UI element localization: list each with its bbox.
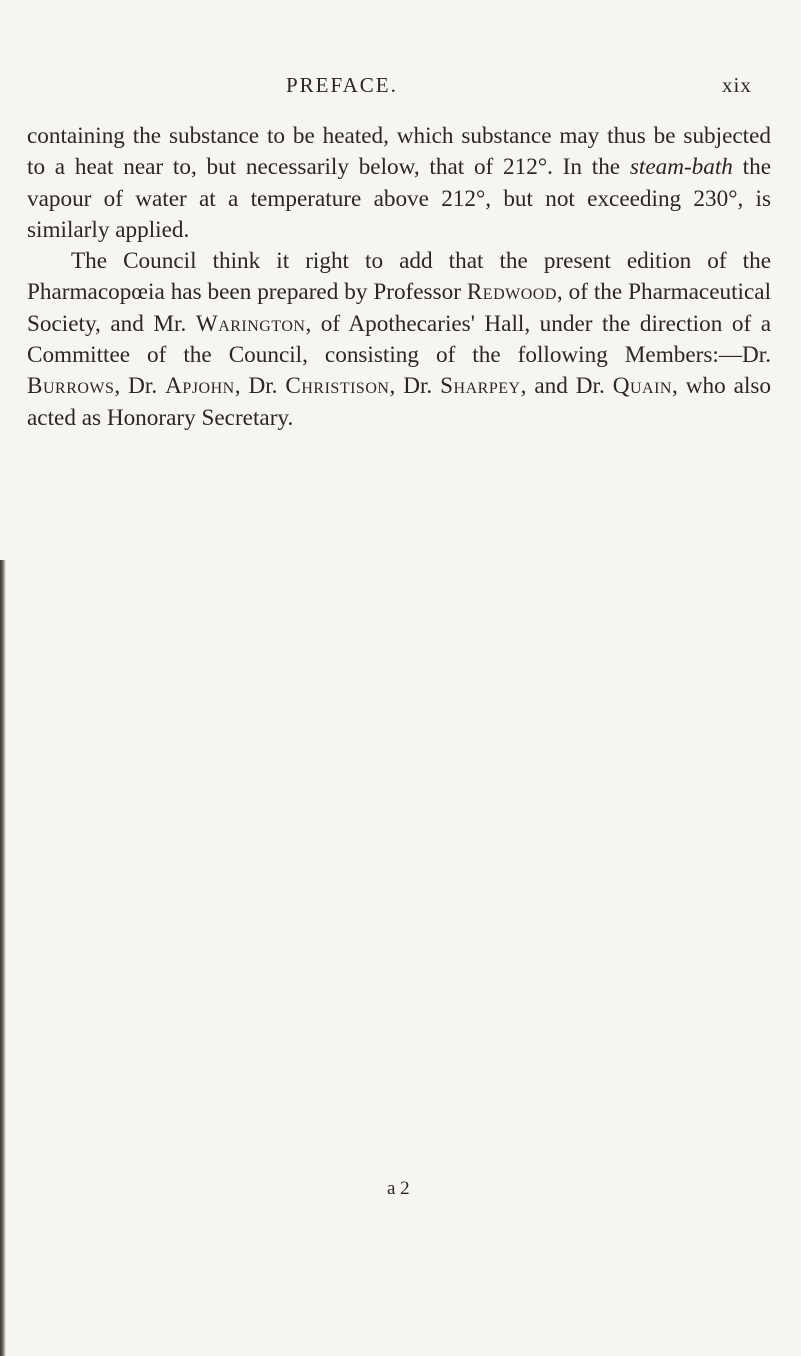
p2-text-8: , who also acted as Honorary Secretary. — [27, 373, 772, 431]
name-sharpey: Sharpey — [440, 373, 521, 400]
steam-bath-italic: steam-bath — [629, 154, 733, 181]
p2-text-1: The Council think it right to add that the present edition of the Pharmacopœia has been prepared by Professor — [27, 248, 771, 306]
name-redwood: Redwood — [466, 279, 557, 306]
running-head: PREFACE. — [286, 73, 398, 97]
p2-text-6: , Dr. — [389, 373, 441, 400]
signature-mark: a 2 — [387, 1178, 410, 1199]
p2-text-7: , and Dr. — [520, 373, 613, 400]
p2-text-2: , of the Pharmaceutical Society, and Mr. — [27, 279, 772, 337]
paragraph-1-text: containing the substance to be heated, which substance may thus be subjected to a heat near to, but necessarily below, that of 212°. In the steam-bath the vapour of water at a temperature above 212°, but not exceeding 230°, is similarly applied. — [27, 123, 772, 243]
p2-text-4: , Dr. — [114, 373, 166, 400]
page-number: xix — [722, 73, 752, 97]
name-warington: Warington — [195, 310, 306, 337]
binding-shadow — [0, 560, 6, 1356]
paragraph-continuation — [27, 121, 771, 246]
name-christison: Christison — [285, 373, 390, 400]
paragraph-council — [27, 246, 771, 434]
page-header — [0, 73, 801, 103]
name-burrows: Burrows — [27, 373, 115, 400]
p2-text-3: , of Apothecaries' Hall, under the direction of a Committee of the Council, consisting of the following Members:—Dr. — [27, 310, 771, 369]
name-quain: Quain — [612, 373, 672, 400]
body-text — [27, 121, 771, 434]
name-apjohn: Apjohn — [165, 373, 235, 400]
p2-text-5: , Dr. — [234, 373, 286, 400]
